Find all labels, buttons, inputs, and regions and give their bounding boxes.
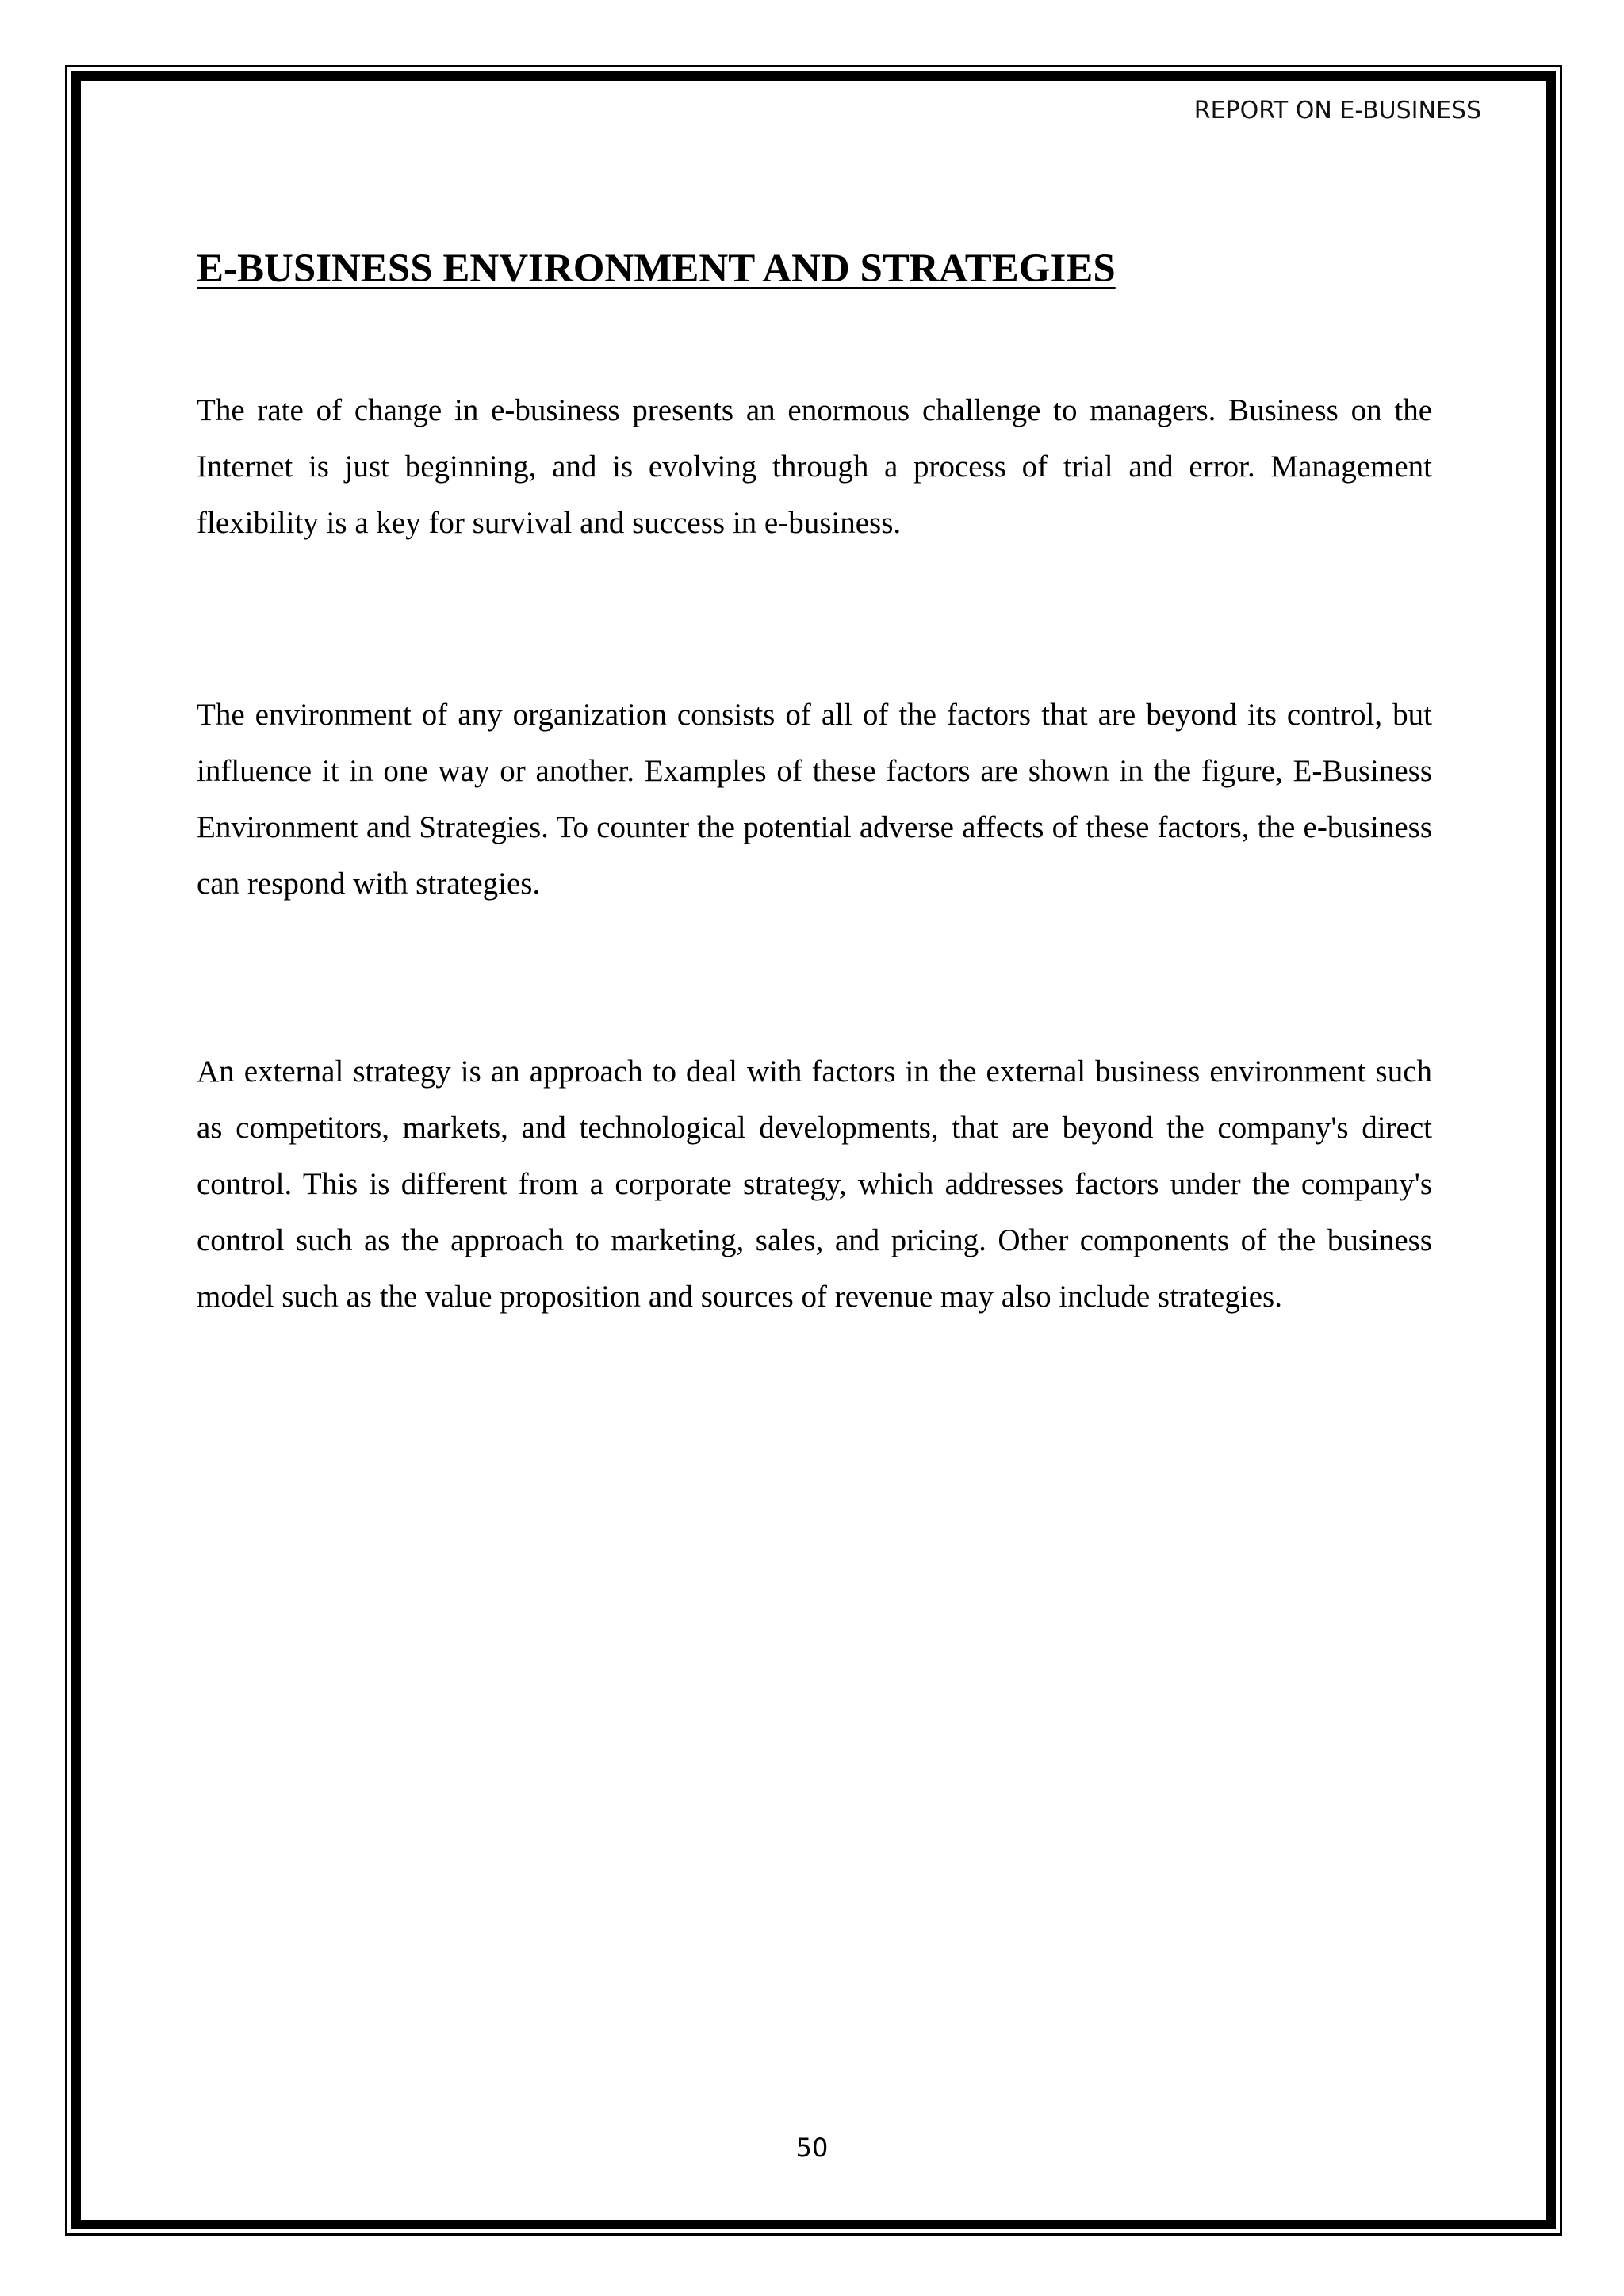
- paragraph-external-strategy: An external strategy is an approach to deal with factors in the external business environment such as competitors, markets, and technological developments, that are beyond the company's direct control. This is different from a corporate strategy, which addresses factors under the company's control such as the approach to marketing, sales, and pricing. Other components of the business model such as the value proposition and sources of revenue may also include strategies.: [197, 1054, 1432, 1314]
- page-number: 50: [795, 2133, 829, 2163]
- page-title: E-BUSINESS ENVIRONMENT AND STRATEGIES: [197, 247, 1116, 291]
- paragraph-environment: The environment of any organization consists of all of the factors that are beyond its control, but influence it in one way or another. Examples of these factors are shown in the figure, E-Business Environment and Strategies. To counter the potential adverse affects of these factors, the e-business can respond with strategies.: [197, 698, 1432, 901]
- paragraph-intro: The rate of change in e-business presents an enormous challenge to managers. Business on the Internet is just beginning, and is evolving through a process of trial and error. Management flexibility is a key for survival and success in e-business.: [197, 393, 1432, 540]
- running-header: REPORT ON E-BUSINESS: [1193, 97, 1481, 124]
